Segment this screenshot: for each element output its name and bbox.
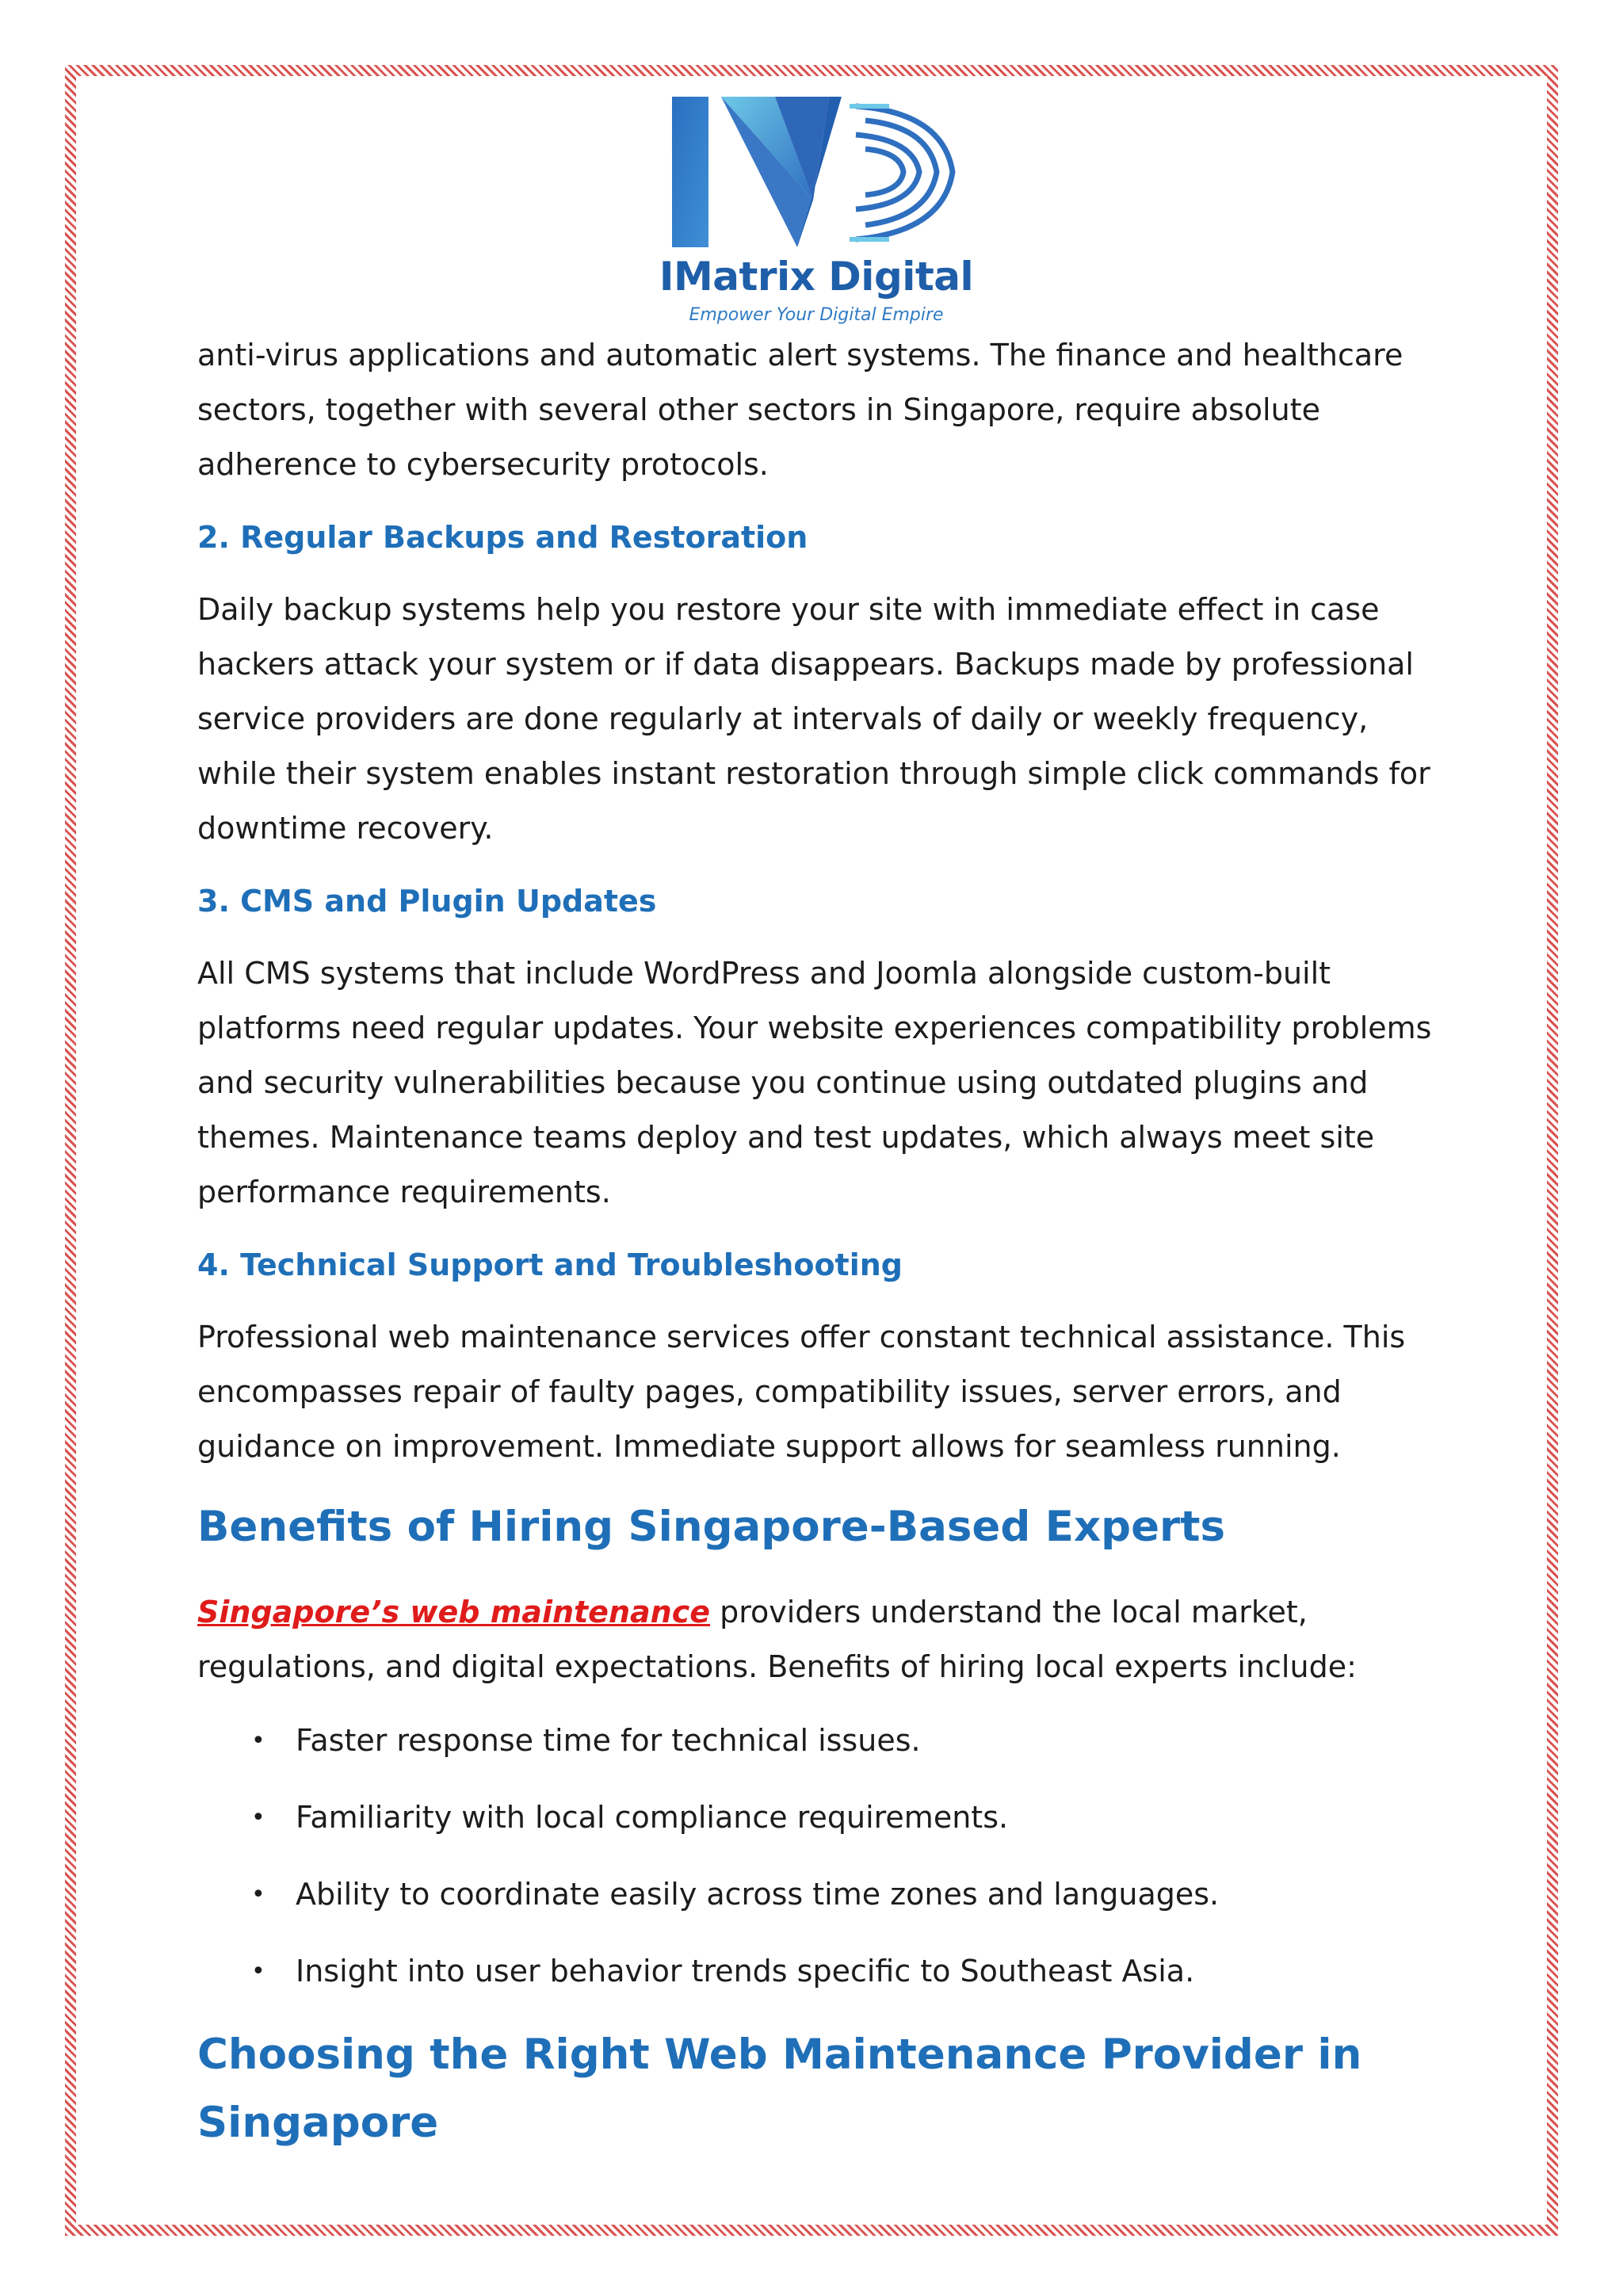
section-body-backups: Daily backup systems help you restore your site with immediate effect in case hackers attack your system or if data disappears. Backups made by professional service providers are done regularly at intervals of daily or weekly frequency, while their system enables instant restoration through simple click commands for downtime recovery. [197, 592, 1430, 846]
choosing-heading: Choosing the Right Web Maintenance Provider in Singapore [197, 2030, 1362, 2147]
benefits-heading: Benefits of Hiring Singapore-Based Experts [197, 1503, 1226, 1551]
list-item [197, 1944, 1434, 1999]
singapore-web-maintenance-link[interactable]: Singapore’s web maintenance [197, 1595, 711, 1629]
section-heading-backups: 2. Regular Backups and Restoration [197, 520, 808, 555]
list-item-text: Ability to coordinate easily across time zones and languages. [296, 1877, 1220, 1912]
document-content [197, 328, 1434, 2181]
logo-mark-icon [658, 89, 975, 255]
section-heading-technical-support: 4. Technical Support and Troubleshooting [197, 1247, 903, 1282]
list-item [197, 1790, 1434, 1845]
list-item-text: Familiarity with local compliance requirements. [296, 1800, 1009, 1835]
brand-name: IMatrix Digital [659, 254, 974, 300]
bullet-icon: • [251, 1804, 265, 1832]
bullet-icon: • [251, 1958, 265, 1985]
list-item [197, 1713, 1434, 1768]
bullet-icon: • [251, 1727, 265, 1755]
benefits-list [197, 1713, 1434, 1999]
list-item-text: Faster response time for technical issues. [296, 1723, 921, 1758]
brand-tagline: Empower Your Digital Empire [689, 305, 944, 325]
section-heading-cms-updates: 3. CMS and Plugin Updates [197, 884, 657, 919]
benefits-paragraph-text: providers understand the local market, regulations, and digital expectations. Benefits of hiring local experts include: [197, 1595, 1357, 1684]
list-item-text: Insight into user behavior trends specific to Southeast Asia. [296, 1954, 1195, 1988]
section-body-cms-updates: All CMS systems that include WordPress and Joomla alongside custom-built platforms need regular updates. Your website experiences compatibility problems and security vulnerabilities because you continue using outdated plugins and themes. Maintenance teams deploy and test updates, which always meet site performance requirements. [197, 956, 1432, 1209]
bullet-icon: • [251, 1881, 265, 1908]
list-item [197, 1867, 1434, 1922]
benefits-paragraph [197, 1585, 1434, 1694]
intro-paragraph: anti-virus applications and automatic alert systems. The finance and healthcare sectors, together with several other sectors in Singapore, require absolute adherence to cybersecurity protocols. [197, 338, 1403, 482]
section-body-technical-support: Professional web maintenance services offer constant technical assistance. This encompasses repair of faulty pages, compatibility issues, server errors, and guidance on improvement. Immediate support allows for seamless running. [197, 1320, 1406, 1464]
